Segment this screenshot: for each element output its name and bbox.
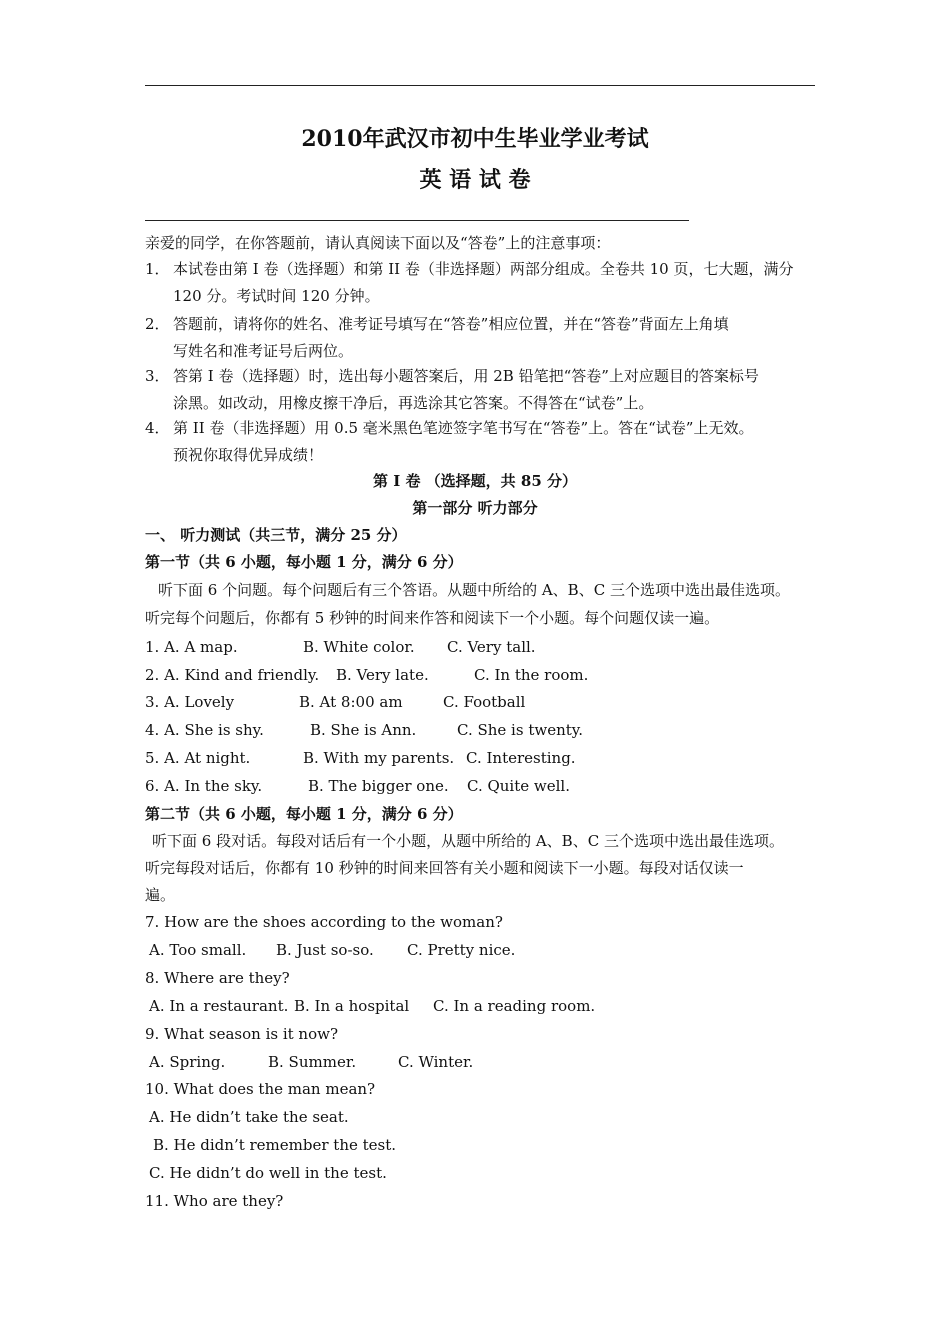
option-b: B. The bigger one. bbox=[308, 777, 449, 795]
notice-line: 120 分。考试时间 120 分钟。 bbox=[173, 287, 380, 305]
option-a: 2. A. Kind and friendly. bbox=[145, 666, 320, 684]
option-b: B. He didn’t remember the test. bbox=[153, 1136, 397, 1154]
option-a: 3. A. Lovely bbox=[145, 693, 235, 711]
option-c: C. Football bbox=[443, 693, 526, 711]
option-c: C. Very tall. bbox=[447, 638, 536, 656]
notice-num: 3． bbox=[145, 367, 170, 385]
option-c: C. Pretty nice. bbox=[407, 941, 516, 959]
option-c: C. She is twenty. bbox=[457, 721, 584, 739]
option-c: C. Quite well. bbox=[467, 777, 570, 795]
sec1-instructions: 听完每个问题后，你都有 5 秒钟的时间来作答和阅读下一个小题。每个问题仅读一遍。 bbox=[145, 609, 720, 627]
option-a: 5. A. At night. bbox=[145, 749, 251, 767]
sec1-title: 第一节（共 6 小题，每小题 1 分，满分 6 分） bbox=[145, 553, 463, 571]
exam-title: 2010年武汉市初中生毕业学业考试 bbox=[301, 126, 649, 152]
notice-intro: 亲爱的同学，在你答题前，请认真阅读下面以及“答卷”上的注意事项： bbox=[145, 234, 611, 252]
option-a: A. Spring. bbox=[149, 1053, 226, 1071]
option-a: 1. A. A map. bbox=[145, 638, 238, 656]
question-text: 9. What season is it now? bbox=[145, 1025, 339, 1043]
sec2-instructions: 遍。 bbox=[145, 886, 176, 904]
section-title: 一、 听力测试（共三节，满分 25 分） bbox=[145, 526, 407, 544]
option-a: A. He didn’t take the seat. bbox=[149, 1108, 349, 1126]
sec2-title: 第二节（共 6 小题，每小题 1 分，满分 6 分） bbox=[145, 805, 463, 823]
notice-num: 4． bbox=[145, 419, 170, 437]
sec2-instructions: 听完每段对话后，你都有 10 秒钟的时间来回答有关小题和阅读下一小题。每段对话仅读一 bbox=[145, 859, 744, 877]
notice-line: 第 II 卷（非选择题）用 0.5 毫米黑色笔迹签字笔书写在“答卷”上。答在“试卷”上无效。 bbox=[173, 419, 754, 437]
option-c: C. Winter. bbox=[398, 1053, 474, 1071]
sec2-instructions: 听下面 6 段对话。每段对话后有一个小题，从题中所给的 A、B、C 三个选项中选出最佳选项。 bbox=[152, 832, 784, 850]
notice-line: 写姓名和准考证号后两位。 bbox=[173, 342, 354, 360]
option-a: A. Too small. bbox=[149, 941, 247, 959]
option-c: C. In a reading room. bbox=[433, 997, 596, 1015]
title-underline bbox=[145, 220, 689, 221]
notice-num: 2． bbox=[145, 315, 170, 333]
sec1-instructions: 听下面 6 个问题。每个问题后有三个答语。从题中所给的 A、B、C 三个选项中选出最佳选项。 bbox=[158, 581, 790, 599]
question-text: 7. How are the shoes according to the woman? bbox=[145, 913, 503, 931]
notice-line: 涂黑。如改动，用橡皮擦干净后，再选涂其它答案。不得答在“试卷”上。 bbox=[173, 394, 654, 412]
question-text: 10. What does the man mean? bbox=[145, 1080, 376, 1098]
option-b: B. Summer. bbox=[268, 1053, 357, 1071]
notice-line: 答第 I 卷（选择题）时，选出每小题答案后，用 2B 铅笔把“答卷”上对应题目的答案标号 bbox=[173, 367, 759, 385]
question-text: 8. Where are they? bbox=[145, 969, 290, 987]
option-a: 4. A. She is shy. bbox=[145, 721, 264, 739]
option-b: B. At 8:00 am bbox=[299, 693, 403, 711]
exam-subtitle: 英 语 试 卷 bbox=[419, 167, 531, 193]
option-b: B. Just so-so. bbox=[276, 941, 374, 959]
option-c: C. He didn’t do well in the test. bbox=[149, 1164, 387, 1182]
option-a: A. In a restaurant. bbox=[149, 997, 289, 1015]
option-b: B. Very late. bbox=[336, 666, 429, 684]
top-rule bbox=[145, 85, 815, 86]
part-subheading: 第一部分 听力部分 bbox=[412, 499, 538, 517]
option-b: B. With my parents. bbox=[303, 749, 455, 767]
notice-line: 本试卷由第 I 卷（选择题）和第 II 卷（非选择题）两部分组成。全卷共 10 页，七大题，满分 bbox=[173, 260, 794, 278]
option-b: B. In a hospital bbox=[294, 997, 410, 1015]
notice-line: 预祝你取得优异成绩！ bbox=[173, 446, 324, 464]
notice-num: 1． bbox=[145, 260, 170, 278]
option-c: C. Interesting. bbox=[466, 749, 576, 767]
part-heading: 第 I 卷 （选择题，共 85 分） bbox=[372, 472, 577, 490]
option-b: B. White color. bbox=[303, 638, 415, 656]
notice-line: 答题前，请将你的姓名、准考证号填写在“答卷”相应位置，并在“答卷”背面左上角填 bbox=[173, 315, 729, 333]
option-c: C. In the room. bbox=[474, 666, 589, 684]
question-text: 11. Who are they? bbox=[145, 1192, 284, 1210]
option-b: B. She is Ann. bbox=[310, 721, 417, 739]
option-a: 6. A. In the sky. bbox=[145, 777, 263, 795]
